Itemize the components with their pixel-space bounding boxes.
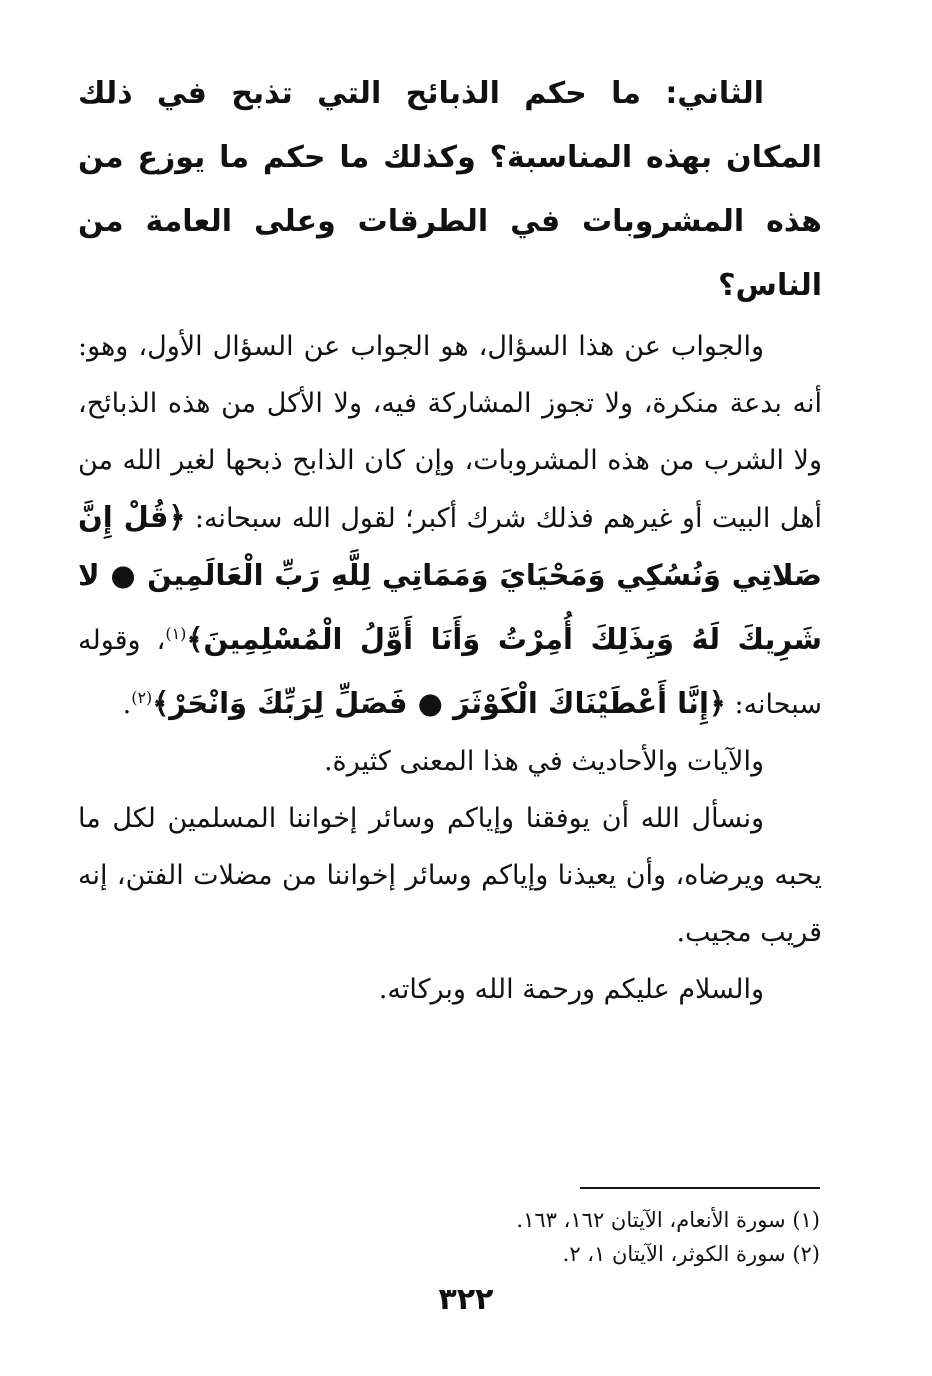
answer-end: .: [122, 689, 132, 720]
page-number: ٣٢٢: [438, 1282, 494, 1317]
question-heading: الثاني: ما حكم الذبائح التي تذبح في ذلك المكان بهذه المناسبة؟ وكذلك ما حكم ما يوزع من هذه المشروبات في الطرقات وعلى العامة من الناس؟: [78, 76, 822, 303]
answer-connector: ، وقوله سبحانه:: [78, 625, 822, 720]
answer-intro: والجواب عن هذا السؤال، هو الجواب عن السؤال الأول، وهو: أنه بدعة منكرة، ولا تجوز المشاركة فيه، ولا الأكل من هذه الذبائح، ولا الشرب من هذه المشروبات، وإن كان الذابح ذبحها لغير الله من أهل البيت أو غيرهم فذلك شرك أكبر؛ لقول الله سبحانه:: [78, 331, 822, 534]
answer-paragraph: [78, 318, 822, 733]
paragraph-supplication: ونسأل الله أن يوفقنا وإياكم وسائر إخواننا المسلمين لكل ما يحبه ويرضاه، وأن يعيذنا وإياكم وسائر إخواننا من مضلات الفتن، إنه قريب مجيب.: [78, 803, 822, 948]
paragraph-verses-note: والآيات والأحاديث في هذا المعنى كثيرة.: [323, 746, 764, 777]
footnote-2: (٢) سورة الكوثر، الآيتان ١، ٢.: [562, 1242, 820, 1266]
footnote-divider: [580, 1187, 820, 1189]
quran-verse-kawthar: ﴿إِنَّا أَعْطَيْنَاكَ الْكَوْثَرَ ● فَصَلِّ لِرَبِّكَ وَانْحَرْ﴾: [152, 686, 726, 720]
footnote-ref-1: (١): [165, 624, 187, 643]
footnote-1: (١) سورة الأنعام، الآيتان ١٦٢، ١٦٣.: [516, 1208, 820, 1232]
footnotes: [300, 1203, 820, 1271]
main-text: [78, 62, 822, 1018]
paragraph-closing-greeting: والسلام عليكم ورحمة الله وبركاته.: [378, 974, 764, 1005]
footnote-ref-2: (٢): [131, 688, 153, 707]
quran-verse-anam: ﴿قُلْ إِنَّ صَلاتِي وَنُسُكِي وَمَحْيَايَ وَمَمَاتِي لِلَّهِ رَبِّ الْعَالَمِينَ ● لا شَرِيكَ لَهُ وَبِذَلِكَ أُمِرْتُ وَأَنَا أَوَّلُ الْمُسْلِمِينَ﴾: [78, 500, 822, 656]
